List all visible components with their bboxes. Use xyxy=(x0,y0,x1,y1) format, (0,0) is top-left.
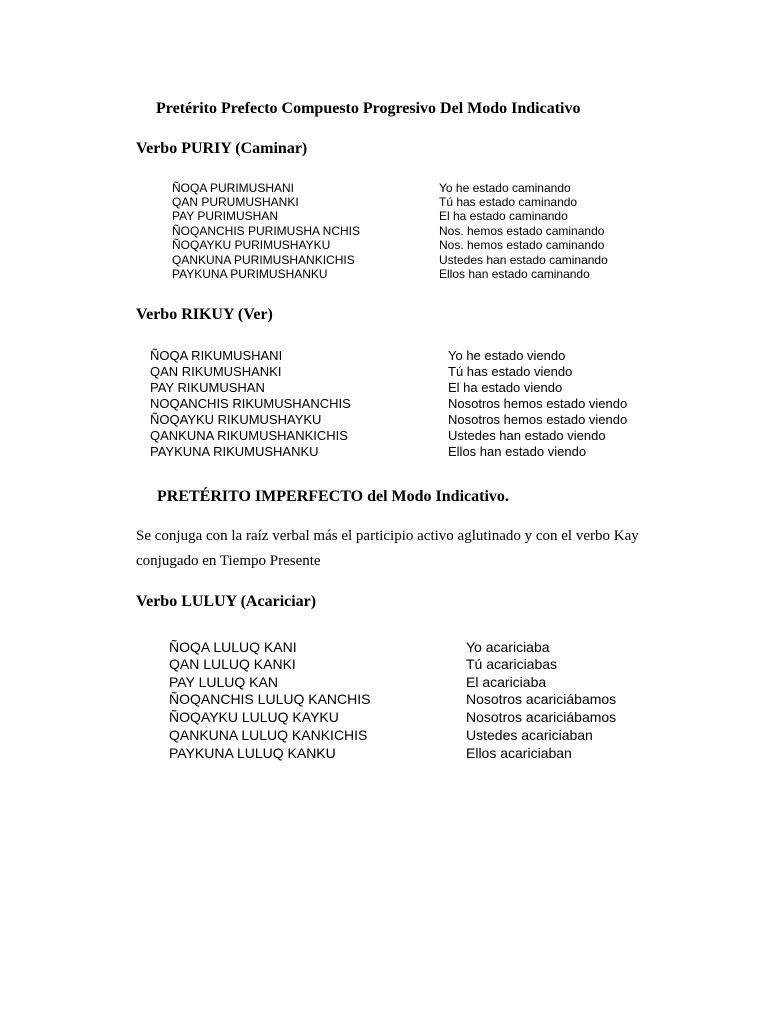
spanish-translation: Nosotros hemos estado viendo xyxy=(448,412,628,427)
quechua-form: QAN LULUQ KANKI xyxy=(169,656,296,672)
section3-verb-heading: Verbo LULUY (Acariciar) xyxy=(136,593,317,610)
section3-paragraph-line1: Se conjuga con la raíz verbal más el participio activo aglutinado y con el verbo Kay xyxy=(136,528,639,544)
quechua-form: QANKUNA PURIMUSHANKICHIS xyxy=(172,253,355,267)
quechua-form: ÑOQANCHIS LULUQ KANCHIS xyxy=(169,691,371,707)
section3-title: PRETÉRITO IMPERFECTO del Modo Indicativo. xyxy=(157,488,509,505)
spanish-translation: Nos. hemos estado caminando xyxy=(439,238,605,252)
spanish-translation: Nosotros acariciábamos xyxy=(466,709,617,725)
quechua-form: PAYKUNA RIKUMUSHANKU xyxy=(150,444,319,459)
spanish-translation: Ustedes han estado viendo xyxy=(448,428,606,443)
spanish-translation: Nosotros hemos estado viendo xyxy=(448,396,628,411)
spanish-translation: El acariciaba xyxy=(466,674,547,690)
spanish-translation: Ustedes han estado caminando xyxy=(439,253,608,267)
spanish-translation: El ha estado viendo xyxy=(448,380,563,395)
spanish-translation: Yo he estado viendo xyxy=(448,348,566,363)
spanish-translation: Yo he estado caminando xyxy=(439,181,571,195)
quechua-form: ÑOQAYKU PURIMUSHAYKU xyxy=(172,238,331,252)
spanish-translation: Tú has estado caminando xyxy=(439,195,578,209)
spanish-translation: Ellos han estado caminando xyxy=(439,267,590,281)
spanish-translation: Ellos han estado viendo xyxy=(448,444,587,459)
section1-title: Pretérito Prefecto Compuesto Progresivo Del Modo Indicativo xyxy=(156,100,581,117)
section2-verb-heading: Verbo RIKUY (Ver) xyxy=(136,306,273,323)
quechua-form: PAYKUNA PURIMUSHANKU xyxy=(172,267,328,281)
spanish-translation: Nos. hemos estado caminando xyxy=(439,224,605,238)
spanish-translation: Ustedes acariciaban xyxy=(466,727,593,743)
quechua-form: QANKUNA RIKUMUSHANKICHIS xyxy=(150,428,348,443)
quechua-form: ÑOQAYKU LULUQ KAYKU xyxy=(169,709,339,725)
quechua-form: ÑOQANCHIS PURIMUSHA NCHIS xyxy=(172,224,361,238)
quechua-form: ÑOQA PURIMUSHANI xyxy=(172,181,295,195)
quechua-form: PAY PURIMUSHAN xyxy=(172,209,279,223)
section1-verb-heading: Verbo PURIY (Caminar) xyxy=(136,140,308,157)
quechua-form: QAN RIKUMUSHANKI xyxy=(150,364,282,379)
quechua-form: NOQANCHIS RIKUMUSHANCHIS xyxy=(150,396,351,411)
spanish-translation: Nosotros acariciábamos xyxy=(466,691,617,707)
section3-paragraph-line2: conjugado en Tiempo Presente xyxy=(136,553,321,569)
quechua-form: QANKUNA LULUQ KANKICHIS xyxy=(169,727,368,743)
quechua-form: PAY RIKUMUSHAN xyxy=(150,380,265,395)
spanish-translation: Tú acariciabas xyxy=(466,656,558,672)
spanish-translation: Yo acariciaba xyxy=(466,639,550,655)
quechua-form: ÑOQA LULUQ KANI xyxy=(169,639,297,655)
quechua-form: PAYKUNA LULUQ KANKU xyxy=(169,745,336,761)
quechua-form: ÑOQAYKU RIKUMUSHAYKU xyxy=(150,412,322,427)
quechua-form: PAY LULUQ KAN xyxy=(169,674,278,690)
spanish-translation: Ellos acariciaban xyxy=(466,745,572,761)
quechua-form: ÑOQA RIKUMUSHANI xyxy=(150,348,283,363)
spanish-translation: Tú has estado viendo xyxy=(448,364,573,379)
quechua-form: QAN PURUMUSHANKI xyxy=(172,195,299,209)
spanish-translation: El ha estado caminando xyxy=(439,209,568,223)
